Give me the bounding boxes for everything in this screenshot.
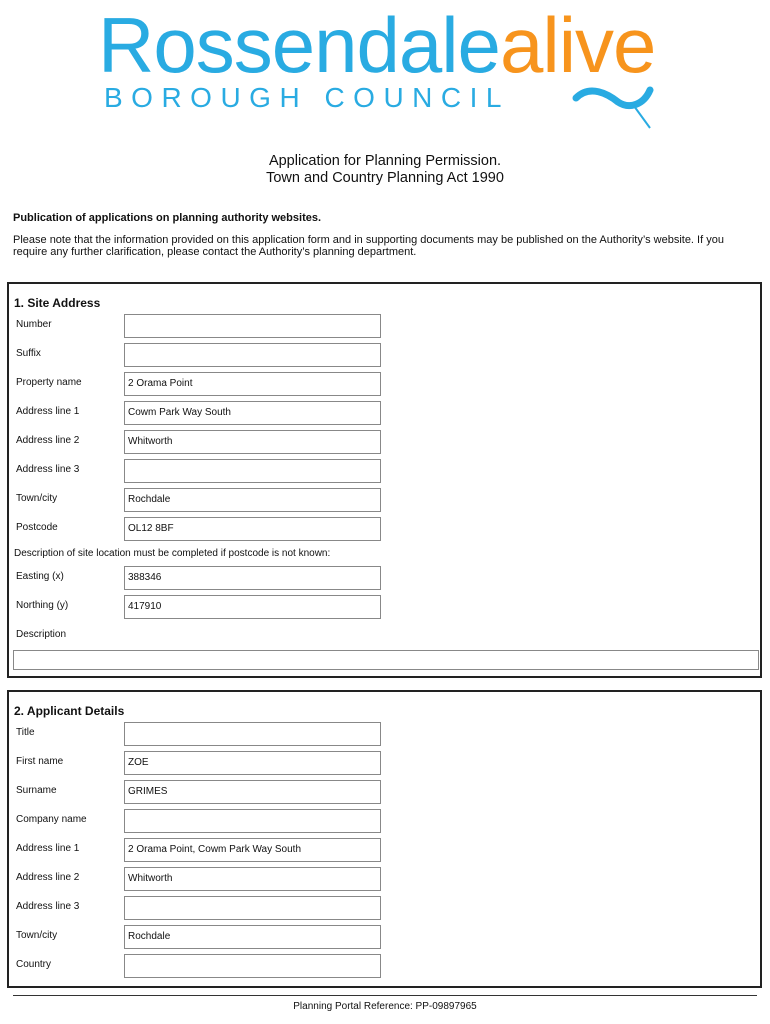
number-field[interactable] [124, 314, 381, 338]
description-field[interactable] [13, 650, 759, 670]
field-label: Property name [16, 377, 82, 388]
first-name-field[interactable]: ZOE [124, 751, 381, 775]
form-title-line2: Town and Country Planning Act 1990 [266, 170, 504, 186]
field-label: Town/city [16, 930, 58, 941]
field-label: Easting (x) [16, 571, 64, 582]
surname-field[interactable]: GRIMES [124, 780, 381, 804]
form-title-line1: Application for Planning Permission. [268, 153, 502, 169]
town-city-field[interactable]: Rochdale [124, 488, 381, 512]
address-line2-field[interactable]: Whitworth [124, 430, 381, 454]
suffix-field[interactable] [124, 343, 381, 367]
property-name-field[interactable]: 2 Orama Point [124, 372, 381, 396]
applicant-title-field[interactable] [124, 722, 381, 746]
field-label: Postcode [16, 522, 58, 533]
field-label: Title [16, 727, 35, 738]
northing-field[interactable]: 417910 [124, 595, 381, 619]
applicant-address-line3-field[interactable] [124, 896, 381, 920]
council-logo [98, 1, 698, 136]
field-label: Address line 3 [16, 901, 80, 912]
applicant-address-line2-field[interactable]: Whitworth [124, 867, 381, 891]
form-title [0, 153, 770, 187]
field-label: Address line 3 [16, 464, 80, 475]
location-note: Description of site location must be completed if postcode is not known: [14, 548, 331, 559]
section-title: 2. Applicant Details [14, 704, 125, 718]
field-label: Description [16, 629, 67, 640]
logo-swoosh-icon [98, 1, 698, 136]
field-label: Address line 1 [16, 406, 80, 417]
publication-heading: Publication of applications on planning authority websites. [13, 212, 322, 224]
field-label: Address line 1 [16, 843, 80, 854]
field-label: First name [16, 756, 64, 767]
planning-portal-reference: Planning Portal Reference: PP-09897965 [293, 1001, 477, 1012]
applicant-town-city-field[interactable]: Rochdale [124, 925, 381, 949]
postcode-field[interactable]: OL12 8BF [124, 517, 381, 541]
address-line3-field[interactable] [124, 459, 381, 483]
field-label: Company name [16, 814, 87, 825]
logo-word-rossendale: Rossendale [98, 1, 500, 89]
field-label: Country [16, 959, 52, 970]
footer-divider [13, 995, 757, 996]
field-label: Address line 2 [16, 872, 80, 883]
company-name-field[interactable] [124, 809, 381, 833]
applicant-address-line1-field[interactable]: 2 Orama Point, Cowm Park Way South [124, 838, 381, 862]
logo-word-alive: alive [500, 1, 656, 89]
easting-field[interactable]: 388346 [124, 566, 381, 590]
site-address-section [7, 282, 762, 678]
field-label: Northing (y) [16, 600, 69, 611]
publication-text: Please note that the information provided on this application form and in supporting documents may be published on the Authority’s website. If you require any further clarification, please contact the Authority’s planning department. [13, 234, 724, 258]
field-label: Address line 2 [16, 435, 80, 446]
address-line1-field[interactable]: Cowm Park Way South [124, 401, 381, 425]
logo-council-text: BOROUGH COUNCIL [104, 82, 510, 113]
section-title: 1. Site Address [14, 296, 101, 310]
field-label: Surname [16, 785, 57, 796]
applicant-details-section [7, 690, 762, 988]
field-label: Suffix [16, 348, 41, 359]
field-label: Town/city [16, 493, 58, 504]
country-field[interactable] [124, 954, 381, 978]
field-label: Number [16, 319, 52, 330]
